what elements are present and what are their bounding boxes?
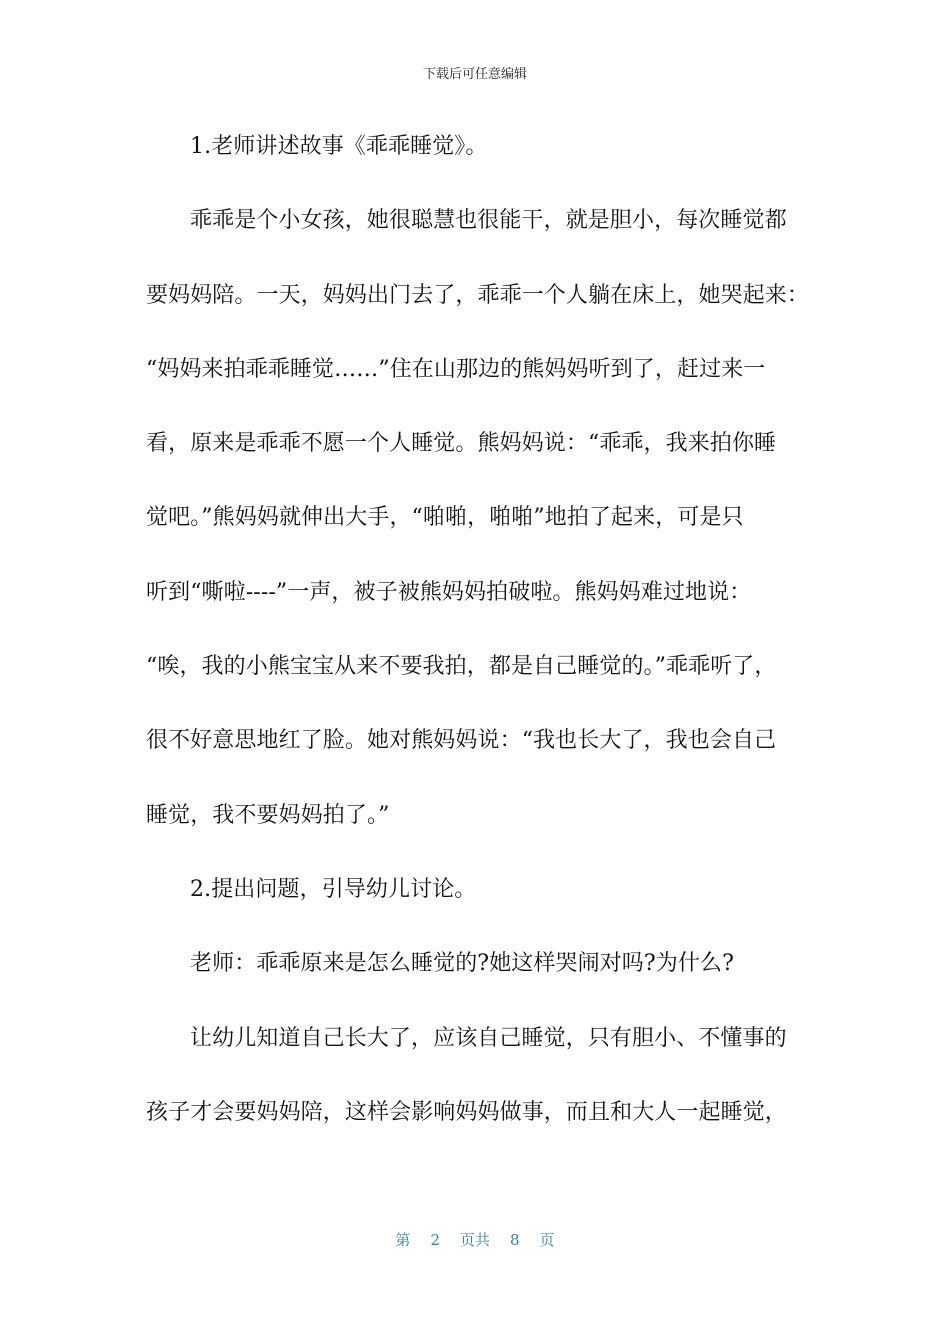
paragraph-explanation [146,1020,810,1169]
text-line: 听到“嘶啦----”一声，被子被熊妈妈拍破啦。熊妈妈难过地说： [146,579,752,605]
footer-current-page: 2 [430,1231,440,1249]
text-line: 要妈妈陪。一天，妈妈出门去了，乖乖一个人躺在床上，她哭起来： [146,282,810,308]
page-footer [0,1230,950,1250]
footer-middle: 页共 [459,1231,490,1249]
text-line: 觉吧。”熊妈妈就伸出大手，“啪啪，啪啪”地拍了起来，可是只 [146,505,744,531]
paragraph-question-heading [146,871,810,945]
text-line: 睡觉，我不要妈妈拍了。” [146,802,390,828]
text-line: 2.提出问题，引导幼儿讨论。 [190,876,477,902]
document-body [146,128,810,1168]
footer-prefix: 第 [395,1231,411,1249]
text-line: 看，原来是乖乖不愿一个人睡觉。熊妈妈说：“乖乖，我来拍你睡 [146,431,777,457]
paragraph-teacher-question [146,945,810,1019]
text-line: 孩子才会要妈妈陪，这样会影响妈妈做事，而且和大人一起睡觉， [146,1099,787,1125]
text-line: 很不好意思地红了脸。她对熊妈妈说：“我也长大了，我也会自己 [146,728,777,754]
paragraph-story-title [146,128,810,202]
text-line: “唉，我的小熊宝宝从来不要我拍，都是自己睡觉的。”乖乖听了， [146,654,777,680]
paragraph-story [146,202,810,871]
text-line: “妈妈来拍乖乖睡觉……”住在山那边的熊妈妈听到了，赶过来一 [146,356,766,382]
footer-total-pages: 8 [510,1231,520,1249]
text-line: 老师：乖乖原来是怎么睡觉的?她这样哭闹对吗?为什么? [190,951,734,977]
page-header: 下载后可任意编辑 [422,67,527,82]
text-line: 1.老师讲述故事《乖乖睡觉》。 [190,134,488,159]
footer-suffix: 页 [539,1231,555,1249]
text-line: 让幼儿知道自己长大了，应该自己睡觉，只有胆小、不懂事的 [190,1025,787,1051]
text-line: 乖乖是个小女孩，她很聪慧也很能干，就是胆小，每次睡觉都 [190,208,787,234]
